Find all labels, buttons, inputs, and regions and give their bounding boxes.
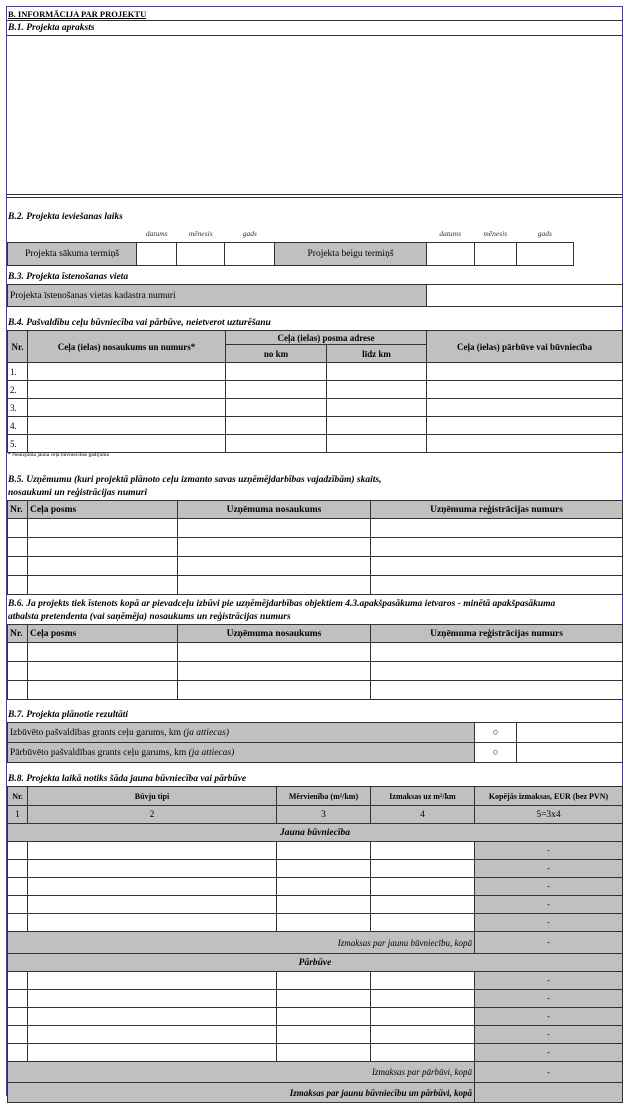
cadastre-label: Projekta īstenošanas vietas kadastra numuri: [8, 285, 427, 307]
circle-icon: ○: [475, 723, 517, 743]
start-year-label: gads: [242, 229, 257, 238]
rebuild-subtotal-label: Izmaksas par pārbūvi, kopā: [8, 1062, 475, 1083]
table-row: [8, 576, 623, 595]
table-row: -: [8, 896, 623, 914]
section-title: B. INFORMĀCIJA PAR PROJEKTU: [8, 9, 147, 19]
start-month-input[interactable]: [177, 243, 225, 266]
b5-title-2: nosaukumi un reģistrācijas numuri: [8, 488, 148, 498]
end-year-label: gads: [537, 229, 552, 238]
grand-total-label: Izmaksas par jaunu būvniecību un pārbūvi, kopā: [8, 1083, 475, 1103]
circle-icon: ○: [475, 743, 517, 763]
table-row: -: [8, 990, 623, 1008]
col-to-km: līdz km: [327, 345, 427, 363]
b2-timeline-table: [7, 225, 622, 266]
cadastre-input[interactable]: [427, 285, 623, 307]
table-row: [8, 681, 623, 700]
start-year-input[interactable]: [225, 243, 275, 266]
table-row: [8, 519, 623, 538]
b8-title: B.8. Projekta laikā notiks šāda jauna būvniecība vai pārbūve: [8, 774, 247, 784]
b2-title: B.2. Projekta ieviešanas laiks: [8, 212, 123, 222]
table-row: [8, 643, 623, 662]
col-address: Ceļa (ielas) posma adrese: [226, 331, 427, 345]
table-row: -: [8, 860, 623, 878]
b6-title-2: atbalsta pretendenta (vai saņēmēja) nosaukums un reģistrācijas numurs: [8, 612, 291, 622]
col-road-name: Ceļa (ielas) nosaukums un numurs*: [28, 331, 226, 363]
b1-title: B.1. Projekta apraksts: [8, 23, 95, 33]
table-row: -: [8, 914, 623, 932]
b6-title-1: B.6. Ja projekts tiek īstenots kopā ar pievadceļu izbūvi pie uzņēmējdarbības objektiem 4.3.apakšpasākuma ietvaros - minētā apakšpasākuma: [8, 599, 556, 609]
end-year-input[interactable]: [516, 243, 573, 266]
start-date-label: Projekta sākuma termiņš: [8, 243, 137, 266]
table-row: -: [8, 972, 623, 990]
rebuilt-length-input[interactable]: [517, 743, 623, 763]
table-row: [8, 662, 623, 681]
b8-costs-table: Nr. Būvju tipi Mērvienība (m²/km) Izmaksas uz m²/km Kopējās izmaksas, EUR (bez PVN) 1 2 3 4 5=3x4 Jauna būvniecība - - - - - Izmaksas par jaunu būvniecību, kopā - Pārbūve - - - - - Izmaksas par pārbūvi, kopā - Izmaksas par jaunu būvniecību un pārbūvi, kopā: [7, 786, 623, 1103]
b5-title-1: B.5. Uzņēmumu (kuri projektā plānoto ceļu izmanto savas uzņēmējdarbības vajadzībām) skaits,: [8, 475, 382, 485]
table-row: -: [8, 1044, 623, 1062]
end-day-input[interactable]: [426, 243, 474, 266]
start-day-input[interactable]: [137, 243, 177, 266]
table-row: -: [8, 842, 623, 860]
project-description-input[interactable]: [7, 36, 622, 194]
table-row: -: [8, 1008, 623, 1026]
table-row: 5.: [8, 435, 623, 453]
b7-results-table: Izbūvēto pašvaldības grants ceļu garums, km (ja attiecas) ○ Pārbūvēto pašvaldības grants ceļu garums, km (ja attiecas) ○: [7, 722, 623, 763]
b4-roads-table: [7, 330, 623, 453]
table-row: -: [8, 1026, 623, 1044]
end-day-label: datums: [439, 229, 461, 238]
start-day-label: datums: [145, 229, 168, 238]
table-row: -: [8, 878, 623, 896]
b3-title: B.3. Projekta īstenošanas vieta: [8, 272, 129, 282]
new-construction-label: Jauna būvniecība: [8, 824, 623, 842]
col-from-km: no km: [226, 345, 327, 363]
table-row: [8, 557, 623, 576]
col-nr: Nr.: [8, 331, 28, 363]
grand-total-value: [475, 1083, 623, 1103]
table-row: 2.: [8, 381, 623, 399]
start-month-label: mēnesis: [188, 229, 213, 238]
table-row: 3.: [8, 399, 623, 417]
col-work-type: Ceļa (ielas) pārbūve vai būvniecība: [427, 331, 623, 363]
table-row: [8, 538, 623, 557]
table-row: 4.: [8, 417, 623, 435]
b5-companies-table: Nr. Ceļa posms Uzņēmuma nosaukums Uzņēmuma reģistrācijas numurs: [7, 500, 623, 595]
b7-title: B.7. Projekta plānotie rezultāti: [8, 710, 129, 720]
b4-title: B.4. Pašvaldību ceļu būvniecība vai pārbūve, neietverot uzturēšanu: [8, 318, 271, 328]
new-subtotal-label: Izmaksas par jaunu būvniecību, kopā: [8, 932, 475, 954]
b4-footnote: * Neaizpilda jauna ceļa būvniecības gadījumā: [8, 452, 109, 458]
end-month-label: mēnesis: [483, 229, 508, 238]
table-row: 1.: [8, 363, 623, 381]
end-date-label: Projekta beigu termiņš: [275, 243, 426, 266]
rebuild-label: Pārbūve: [8, 954, 623, 972]
built-length-input[interactable]: [517, 723, 623, 743]
end-month-input[interactable]: [474, 243, 516, 266]
b6-companies-table: Nr. Ceļa posms Uzņēmuma nosaukums Uzņēmuma reģistrācijas numurs: [7, 624, 623, 700]
